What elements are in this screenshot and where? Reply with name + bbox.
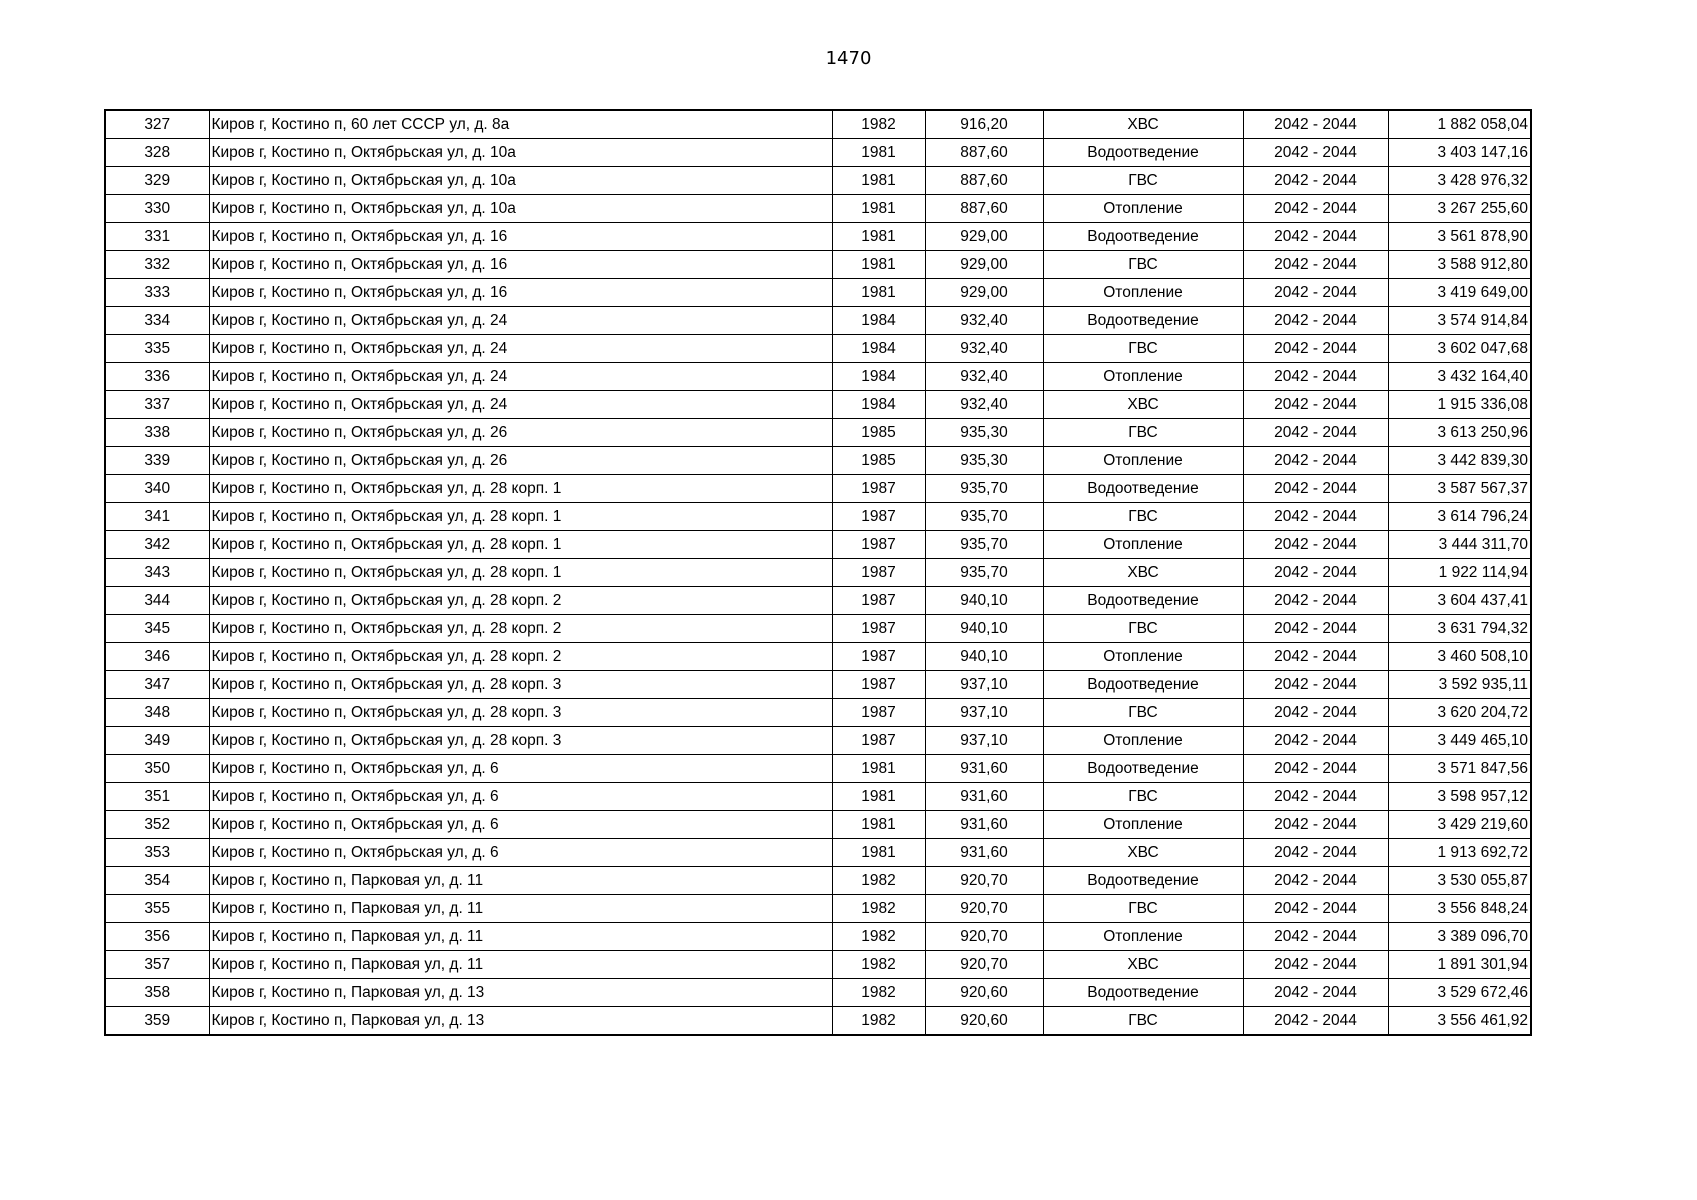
cost-cell: 3 614 796,24 [1388,503,1531,531]
row-number: 337 [105,391,209,419]
area-cell: 929,00 [925,279,1043,307]
period-cell: 2042 - 2044 [1243,167,1388,195]
row-number: 356 [105,923,209,951]
cost-cell: 3 561 878,90 [1388,223,1531,251]
year-cell: 1982 [832,951,925,979]
cost-cell: 3 631 794,32 [1388,615,1531,643]
area-cell: 935,70 [925,531,1043,559]
address-cell: Киров г, Костино п, Октябрьская ул, д. 6 [209,811,832,839]
system-type-cell: Отопление [1043,531,1243,559]
cost-cell: 3 460 508,10 [1388,643,1531,671]
area-cell: 929,00 [925,251,1043,279]
cost-cell: 3 592 935,11 [1388,671,1531,699]
row-number: 353 [105,839,209,867]
year-cell: 1982 [832,923,925,951]
row-number: 357 [105,951,209,979]
cost-cell: 1 913 692,72 [1388,839,1531,867]
year-cell: 1981 [832,755,925,783]
year-cell: 1982 [832,1007,925,1036]
year-cell: 1987 [832,615,925,643]
cost-cell: 3 530 055,87 [1388,867,1531,895]
table-row [105,363,1531,391]
period-cell: 2042 - 2044 [1243,307,1388,335]
area-cell: 935,30 [925,447,1043,475]
cost-cell: 3 419 649,00 [1388,279,1531,307]
row-number: 359 [105,1007,209,1036]
table-row [105,475,1531,503]
table-row [105,811,1531,839]
address-cell: Киров г, Костино п, Октябрьская ул, д. 24 [209,307,832,335]
cost-cell: 3 442 839,30 [1388,447,1531,475]
system-type-cell: Водоотведение [1043,307,1243,335]
area-cell: 920,70 [925,923,1043,951]
address-cell: Киров г, Костино п, Октябрьская ул, д. 24 [209,391,832,419]
period-cell: 2042 - 2044 [1243,1007,1388,1036]
address-cell: Киров г, Костино п, Парковая ул, д. 13 [209,979,832,1007]
system-type-cell: Отопление [1043,811,1243,839]
system-type-cell: ГВС [1043,699,1243,727]
system-type-cell: Водоотведение [1043,223,1243,251]
address-cell: Киров г, Костино п, Парковая ул, д. 11 [209,867,832,895]
cost-cell: 3 449 465,10 [1388,727,1531,755]
table-row [105,167,1531,195]
address-cell: Киров г, Костино п, 60 лет СССР ул, д. 8а [209,110,832,139]
year-cell: 1987 [832,475,925,503]
address-cell: Киров г, Костино п, Парковая ул, д. 11 [209,895,832,923]
period-cell: 2042 - 2044 [1243,811,1388,839]
system-type-cell: Отопление [1043,279,1243,307]
year-cell: 1987 [832,671,925,699]
row-number: 327 [105,110,209,139]
period-cell: 2042 - 2044 [1243,923,1388,951]
area-cell: 935,70 [925,475,1043,503]
address-cell: Киров г, Костино п, Октябрьская ул, д. 28 корп. 1 [209,475,832,503]
row-number: 349 [105,727,209,755]
area-cell: 937,10 [925,727,1043,755]
period-cell: 2042 - 2044 [1243,867,1388,895]
row-number: 340 [105,475,209,503]
system-type-cell: ХВС [1043,110,1243,139]
cost-cell: 3 556 848,24 [1388,895,1531,923]
cost-cell: 1 922 114,94 [1388,559,1531,587]
period-cell: 2042 - 2044 [1243,699,1388,727]
table-row [105,895,1531,923]
table-row [105,223,1531,251]
system-type-cell: ГВС [1043,251,1243,279]
row-number: 338 [105,419,209,447]
address-cell: Киров г, Костино п, Октябрьская ул, д. 6 [209,783,832,811]
year-cell: 1981 [832,223,925,251]
address-cell: Киров г, Костино п, Октябрьская ул, д. 28 корп. 1 [209,559,832,587]
area-cell: 940,10 [925,587,1043,615]
period-cell: 2042 - 2044 [1243,110,1388,139]
cost-cell: 3 602 047,68 [1388,335,1531,363]
period-cell: 2042 - 2044 [1243,559,1388,587]
row-number: 347 [105,671,209,699]
table-row [105,979,1531,1007]
year-cell: 1981 [832,195,925,223]
area-cell: 920,70 [925,895,1043,923]
address-cell: Киров г, Костино п, Октябрьская ул, д. 24 [209,363,832,391]
period-cell: 2042 - 2044 [1243,251,1388,279]
year-cell: 1981 [832,139,925,167]
area-cell: 940,10 [925,643,1043,671]
address-cell: Киров г, Костино п, Октябрьская ул, д. 10а [209,167,832,195]
area-cell: 920,60 [925,979,1043,1007]
table-row [105,1007,1531,1036]
year-cell: 1981 [832,167,925,195]
period-cell: 2042 - 2044 [1243,335,1388,363]
cost-cell: 3 428 976,32 [1388,167,1531,195]
period-cell: 2042 - 2044 [1243,839,1388,867]
period-cell: 2042 - 2044 [1243,755,1388,783]
data-table [104,109,1532,1036]
year-cell: 1987 [832,699,925,727]
area-cell: 920,70 [925,867,1043,895]
address-cell: Киров г, Костино п, Октябрьская ул, д. 26 [209,447,832,475]
row-number: 336 [105,363,209,391]
row-number: 352 [105,811,209,839]
table-row [105,447,1531,475]
period-cell: 2042 - 2044 [1243,475,1388,503]
year-cell: 1987 [832,643,925,671]
system-type-cell: ГВС [1043,167,1243,195]
address-cell: Киров г, Костино п, Октябрьская ул, д. 6 [209,839,832,867]
address-cell: Киров г, Костино п, Октябрьская ул, д. 28 корп. 1 [209,531,832,559]
row-number: 351 [105,783,209,811]
address-cell: Киров г, Костино п, Октябрьская ул, д. 6 [209,755,832,783]
year-cell: 1982 [832,895,925,923]
area-cell: 935,70 [925,559,1043,587]
period-cell: 2042 - 2044 [1243,139,1388,167]
system-type-cell: Отопление [1043,643,1243,671]
year-cell: 1981 [832,811,925,839]
table-row [105,587,1531,615]
period-cell: 2042 - 2044 [1243,951,1388,979]
row-number: 341 [105,503,209,531]
cost-cell: 1 915 336,08 [1388,391,1531,419]
cost-cell: 1 891 301,94 [1388,951,1531,979]
year-cell: 1985 [832,419,925,447]
area-cell: 887,60 [925,195,1043,223]
cost-cell: 3 432 164,40 [1388,363,1531,391]
address-cell: Киров г, Костино п, Парковая ул, д. 13 [209,1007,832,1036]
cost-cell: 3 403 147,16 [1388,139,1531,167]
year-cell: 1987 [832,727,925,755]
system-type-cell: ГВС [1043,615,1243,643]
row-number: 344 [105,587,209,615]
cost-cell: 3 620 204,72 [1388,699,1531,727]
row-number: 342 [105,531,209,559]
period-cell: 2042 - 2044 [1243,195,1388,223]
period-cell: 2042 - 2044 [1243,895,1388,923]
table-row [105,503,1531,531]
address-cell: Киров г, Костино п, Октябрьская ул, д. 28 корп. 3 [209,671,832,699]
address-cell: Киров г, Костино п, Октябрьская ул, д. 28 корп. 2 [209,643,832,671]
table-row [105,699,1531,727]
row-number: 355 [105,895,209,923]
cost-cell: 3 587 567,37 [1388,475,1531,503]
row-number: 334 [105,307,209,335]
area-cell: 932,40 [925,307,1043,335]
cost-cell: 3 571 847,56 [1388,755,1531,783]
row-number: 328 [105,139,209,167]
area-cell: 937,10 [925,671,1043,699]
address-cell: Киров г, Костино п, Октябрьская ул, д. 28 корп. 3 [209,699,832,727]
area-cell: 920,70 [925,951,1043,979]
table-row [105,251,1531,279]
row-number: 354 [105,867,209,895]
address-cell: Киров г, Костино п, Октябрьская ул, д. 16 [209,223,832,251]
row-number: 329 [105,167,209,195]
address-cell: Киров г, Костино п, Октябрьская ул, д. 16 [209,251,832,279]
year-cell: 1982 [832,110,925,139]
address-cell: Киров г, Костино п, Октябрьская ул, д. 16 [209,279,832,307]
table-row [105,839,1531,867]
row-number: 332 [105,251,209,279]
period-cell: 2042 - 2044 [1243,615,1388,643]
year-cell: 1984 [832,307,925,335]
system-type-cell: ГВС [1043,419,1243,447]
year-cell: 1987 [832,531,925,559]
area-cell: 929,00 [925,223,1043,251]
table-row [105,307,1531,335]
system-type-cell: ГВС [1043,335,1243,363]
address-cell: Киров г, Костино п, Октябрьская ул, д. 26 [209,419,832,447]
table-row [105,755,1531,783]
area-cell: 887,60 [925,167,1043,195]
system-type-cell: Водоотведение [1043,671,1243,699]
cost-cell: 1 882 058,04 [1388,110,1531,139]
table-row [105,279,1531,307]
area-cell: 937,10 [925,699,1043,727]
period-cell: 2042 - 2044 [1243,391,1388,419]
period-cell: 2042 - 2044 [1243,223,1388,251]
cost-cell: 3 389 096,70 [1388,923,1531,951]
system-type-cell: ХВС [1043,559,1243,587]
system-type-cell: ХВС [1043,951,1243,979]
period-cell: 2042 - 2044 [1243,503,1388,531]
area-cell: 931,60 [925,839,1043,867]
cost-cell: 3 598 957,12 [1388,783,1531,811]
area-cell: 887,60 [925,139,1043,167]
period-cell: 2042 - 2044 [1243,419,1388,447]
table-row [105,335,1531,363]
area-cell: 935,70 [925,503,1043,531]
system-type-cell: ГВС [1043,783,1243,811]
table-row [105,139,1531,167]
address-cell: Киров г, Костино п, Октябрьская ул, д. 10а [209,195,832,223]
system-type-cell: ГВС [1043,503,1243,531]
address-cell: Киров г, Костино п, Октябрьская ул, д. 24 [209,335,832,363]
table-body [105,110,1531,1035]
row-number: 335 [105,335,209,363]
year-cell: 1984 [832,363,925,391]
area-cell: 932,40 [925,363,1043,391]
cost-cell: 3 604 437,41 [1388,587,1531,615]
address-cell: Киров г, Костино п, Октябрьская ул, д. 28 корп. 2 [209,615,832,643]
year-cell: 1984 [832,391,925,419]
cost-cell: 3 588 912,80 [1388,251,1531,279]
system-type-cell: ХВС [1043,391,1243,419]
address-cell: Киров г, Костино п, Октябрьская ул, д. 10а [209,139,832,167]
year-cell: 1987 [832,587,925,615]
row-number: 331 [105,223,209,251]
system-type-cell: Отопление [1043,923,1243,951]
table-row [105,867,1531,895]
address-cell: Киров г, Костино п, Октябрьская ул, д. 28 корп. 1 [209,503,832,531]
area-cell: 931,60 [925,811,1043,839]
system-type-cell: Отопление [1043,727,1243,755]
cost-cell: 3 574 914,84 [1388,307,1531,335]
period-cell: 2042 - 2044 [1243,587,1388,615]
table-row [105,559,1531,587]
period-cell: 2042 - 2044 [1243,279,1388,307]
period-cell: 2042 - 2044 [1243,363,1388,391]
period-cell: 2042 - 2044 [1243,727,1388,755]
system-type-cell: Водоотведение [1043,587,1243,615]
table-row [105,923,1531,951]
row-number: 345 [105,615,209,643]
row-number: 350 [105,755,209,783]
cost-cell: 3 556 461,92 [1388,1007,1531,1036]
row-number: 348 [105,699,209,727]
area-cell: 916,20 [925,110,1043,139]
table-row [105,391,1531,419]
area-cell: 940,10 [925,615,1043,643]
year-cell: 1987 [832,559,925,587]
system-type-cell: ХВС [1043,839,1243,867]
cost-cell: 3 429 219,60 [1388,811,1531,839]
period-cell: 2042 - 2044 [1243,447,1388,475]
period-cell: 2042 - 2044 [1243,671,1388,699]
year-cell: 1981 [832,839,925,867]
year-cell: 1981 [832,251,925,279]
address-cell: Киров г, Костино п, Парковая ул, д. 11 [209,951,832,979]
table-row [105,615,1531,643]
cost-cell: 3 444 311,70 [1388,531,1531,559]
row-number: 346 [105,643,209,671]
table-row [105,671,1531,699]
system-type-cell: Водоотведение [1043,475,1243,503]
table-row [105,195,1531,223]
table-row [105,951,1531,979]
year-cell: 1982 [832,979,925,1007]
row-number: 358 [105,979,209,1007]
area-cell: 932,40 [925,335,1043,363]
system-type-cell: Водоотведение [1043,867,1243,895]
area-cell: 920,60 [925,1007,1043,1036]
table-row [105,110,1531,139]
cost-cell: 3 529 672,46 [1388,979,1531,1007]
system-type-cell: Водоотведение [1043,979,1243,1007]
address-cell: Киров г, Костино п, Парковая ул, д. 11 [209,923,832,951]
period-cell: 2042 - 2044 [1243,979,1388,1007]
year-cell: 1987 [832,503,925,531]
system-type-cell: Отопление [1043,195,1243,223]
cost-cell: 3 613 250,96 [1388,419,1531,447]
table-row [105,727,1531,755]
year-cell: 1982 [832,867,925,895]
row-number: 333 [105,279,209,307]
period-cell: 2042 - 2044 [1243,643,1388,671]
row-number: 339 [105,447,209,475]
cost-cell: 3 267 255,60 [1388,195,1531,223]
period-cell: 2042 - 2044 [1243,531,1388,559]
system-type-cell: Водоотведение [1043,139,1243,167]
row-number: 330 [105,195,209,223]
area-cell: 935,30 [925,419,1043,447]
system-type-cell: Отопление [1043,447,1243,475]
year-cell: 1984 [832,335,925,363]
table-row [105,531,1531,559]
year-cell: 1981 [832,783,925,811]
system-type-cell: Водоотведение [1043,755,1243,783]
system-type-cell: ГВС [1043,1007,1243,1036]
table-row [105,643,1531,671]
area-cell: 932,40 [925,391,1043,419]
system-type-cell: Отопление [1043,363,1243,391]
page-number: 1470 [825,48,872,69]
area-cell: 931,60 [925,783,1043,811]
row-number: 343 [105,559,209,587]
area-cell: 931,60 [925,755,1043,783]
year-cell: 1985 [832,447,925,475]
table-row [105,783,1531,811]
table-row [105,419,1531,447]
system-type-cell: ГВС [1043,895,1243,923]
year-cell: 1981 [832,279,925,307]
period-cell: 2042 - 2044 [1243,783,1388,811]
address-cell: Киров г, Костино п, Октябрьская ул, д. 28 корп. 2 [209,587,832,615]
address-cell: Киров г, Костино п, Октябрьская ул, д. 28 корп. 3 [209,727,832,755]
